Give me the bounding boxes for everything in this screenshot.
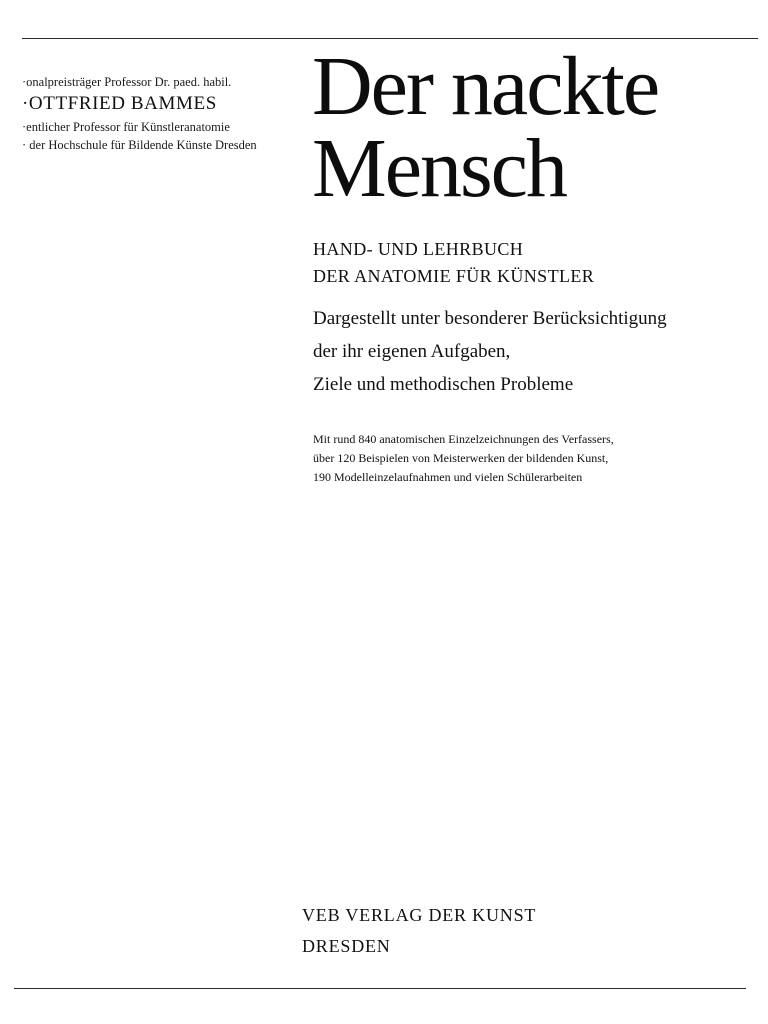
features-block [313, 430, 614, 487]
author-position: ·entlicher Professor für Künstleranatomie [22, 120, 230, 134]
author-institution: · der Hochschule für Bildende Künste Dresden [22, 138, 257, 152]
description-line-1: Dargestellt unter besonderer Berücksichtigung [313, 308, 667, 329]
description-line-2: der ihr eigenen Aufgaben, [313, 341, 511, 362]
features-line-1: Mit rund 840 anatomischen Einzelzeichnungen des Verfassers, [313, 432, 614, 446]
bottom-rule [14, 988, 746, 989]
subtitle-line-2: DER ANATOMIE FÜR KÜNSTLER [313, 266, 595, 286]
subtitle-block [313, 236, 594, 290]
title-line-1: Der nackte [312, 40, 659, 133]
title-line-2: Mensch [312, 122, 566, 215]
author-honor: ·onalpreisträger Professor Dr. paed. habil. [22, 75, 232, 89]
publisher-name: VEB VERLAG DER KUNST [302, 905, 537, 925]
features-line-3: 190 Modelleinzelaufnahmen und vielen Schülerarbeiten [313, 470, 583, 484]
subtitle-line-1: HAND- UND LEHRBUCH [313, 239, 524, 259]
publisher-block [302, 900, 536, 962]
description-line-3: Ziele und methodischen Probleme [313, 374, 574, 395]
book-title [312, 40, 659, 215]
features-line-2: über 120 Beispielen von Meisterwerken der bildenden Kunst, [313, 451, 609, 465]
author-name: ·OTTFRIED BAMMES [22, 93, 217, 114]
top-rule [22, 38, 758, 39]
publisher-city: DRESDEN [302, 936, 391, 956]
author-block [22, 73, 302, 154]
description-block [313, 302, 667, 401]
